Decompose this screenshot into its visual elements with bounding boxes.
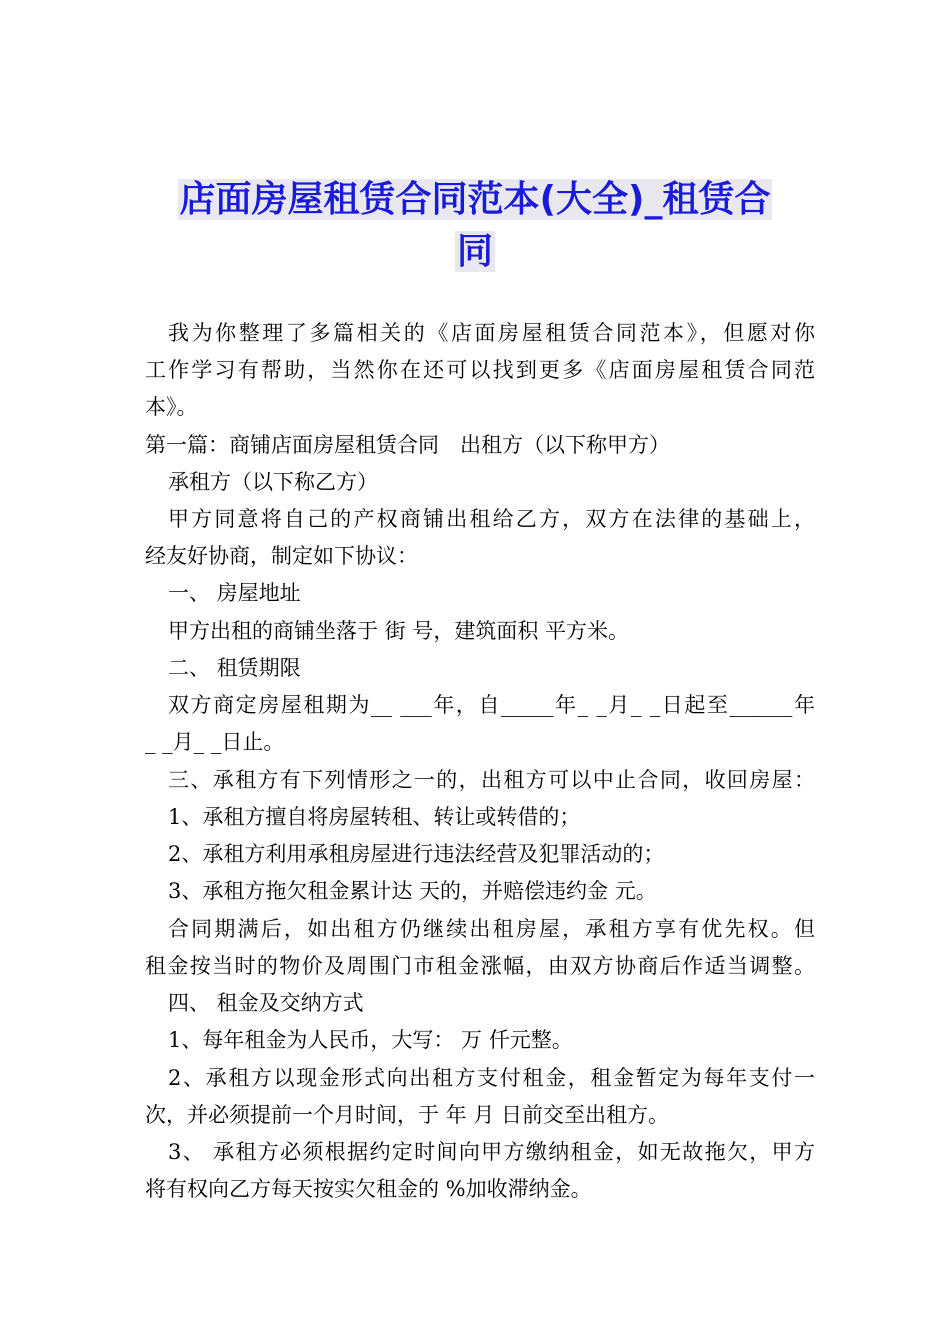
clause-heading-rent: 四、 租金及交纳方式 bbox=[168, 991, 364, 1015]
agreement-paragraph-line-2: 经友好协商，制定如下协议： bbox=[145, 544, 418, 568]
clause-rent-item-2-line-1: 2、承租方以现金形式向出租方支付租金，租金暂定为每年支付一 bbox=[168, 1066, 815, 1090]
document-title-line-1: 店面房屋租赁合同范本(大全)_租赁合 bbox=[179, 179, 771, 220]
clause-address-text: 甲方出租的商铺坐落于 街 号，建筑面积 平方米。 bbox=[168, 619, 630, 643]
lessee-label: 承租方（以下称乙方） bbox=[168, 470, 378, 494]
intro-line-1: 我为你整理了多篇相关的《店面房屋租赁合同范本》，但愿对你 bbox=[168, 321, 815, 345]
clause-rent-item-3-line-2: 将有权向乙方每天按实欠租金的 %加收滞纳金。 bbox=[145, 1177, 592, 1201]
clause-heading-term: 二、 租赁期限 bbox=[168, 656, 301, 680]
clause-rent-item-3-line-1: 3、 承租方必须根据约定时间向甲方缴纳租金，如无故拖欠，甲方 bbox=[168, 1140, 815, 1164]
clause-term-line-1: 双方商定房屋租期为__ ___年，自_____年_ _月_ _日起至______年 bbox=[168, 693, 815, 717]
intro-line-2: 工作学习有帮助，当然你在还可以找到更多《店面房屋租赁合同范 bbox=[145, 358, 815, 382]
intro-line-3: 本》。 bbox=[145, 395, 198, 419]
clause-rent-item-1: 1、每年租金为人民币，大写： 万 仟元整。 bbox=[168, 1028, 573, 1052]
renewal-paragraph-line-1: 合同期满后，如出租方仍继续出租房屋，承租方享有优先权。但 bbox=[168, 917, 815, 941]
clause-termination-item-2: 2、承租方利用承租房屋进行违法经营及犯罪活动的； bbox=[168, 842, 665, 866]
clause-termination-item-1: 1、承租方擅自将房屋转租、转让或转借的； bbox=[168, 805, 581, 829]
clause-termination-heading: 三、承租方有下列情形之一的，出租方可以中止合同，收回房屋： bbox=[168, 768, 815, 792]
clause-heading-address: 一、 房屋地址 bbox=[168, 581, 301, 605]
clause-term-line-2: _ _月_ _日止。 bbox=[145, 730, 285, 754]
document-title-line-2: 同 bbox=[456, 231, 493, 272]
clause-rent-item-2-line-2: 次，并必须提前一个月时间，于 年 月 日前交至出租方。 bbox=[145, 1103, 670, 1127]
agreement-paragraph-line-1: 甲方同意将自己的产权商铺出租给乙方，双方在法律的基础上， bbox=[168, 507, 815, 531]
clause-termination-item-3: 3、承租方拖欠租金累计达 天的，并赔偿违约金 元。 bbox=[168, 879, 657, 903]
section-heading-first: 第一篇：商铺店面房屋租赁合同 出租方（以下称甲方） bbox=[145, 433, 670, 457]
renewal-paragraph-line-2: 租金按当时的物价及周围门市租金涨幅，由双方协商后作适当调整。 bbox=[145, 954, 815, 978]
